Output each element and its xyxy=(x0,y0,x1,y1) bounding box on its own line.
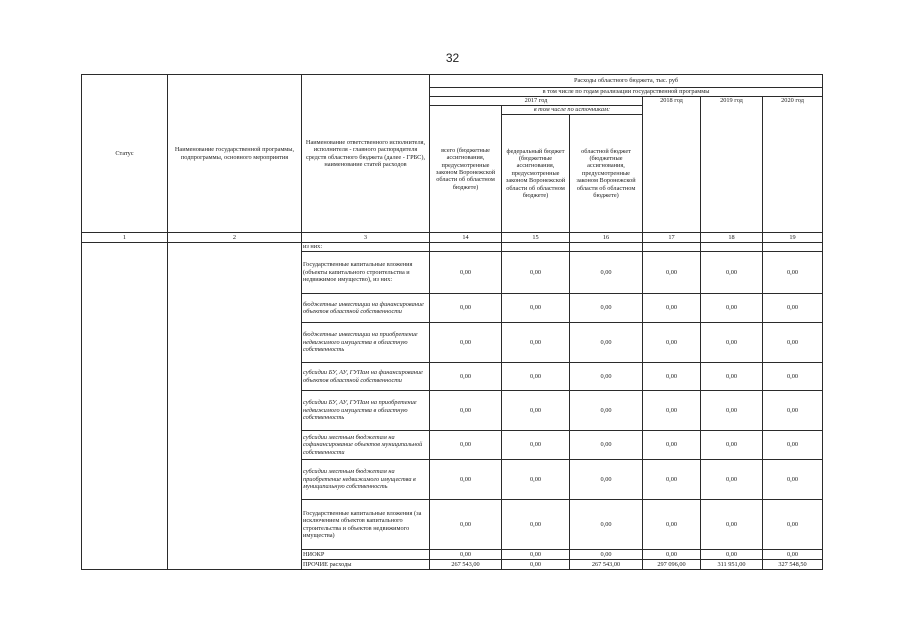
value-cell: 0,00 xyxy=(502,323,570,363)
value-cell: 0,00 xyxy=(701,500,763,550)
header-regional: областной бюджет (бюджетные ассигнования, предусмотренные законом Воронежской области об областном бюджете) xyxy=(570,115,643,233)
value-cell: 0,00 xyxy=(502,252,570,294)
value-cell: 0,00 xyxy=(570,431,643,460)
value-cell: 0,00 xyxy=(701,460,763,500)
value-cell: 0,00 xyxy=(701,550,763,560)
value-cell: 0,00 xyxy=(570,391,643,431)
value-cell: 0,00 xyxy=(763,500,823,550)
value-cell: 297 096,00 xyxy=(643,560,701,570)
value-cell: 0,00 xyxy=(763,550,823,560)
row-label: ПРОЧИЕ расходы xyxy=(302,560,430,570)
value-cell: 0,00 xyxy=(430,550,502,560)
col-number: 16 xyxy=(570,233,643,243)
value-cell: 311 951,00 xyxy=(701,560,763,570)
value-cell: 0,00 xyxy=(430,323,502,363)
col-number: 2 xyxy=(168,233,302,243)
value-cell: 0,00 xyxy=(430,500,502,550)
header-status: Статус xyxy=(82,75,168,233)
value-cell: 0,00 xyxy=(430,294,502,323)
row-label: НИОКР xyxy=(302,550,430,560)
value-cell: 0,00 xyxy=(430,391,502,431)
value-cell: 267 543,00 xyxy=(430,560,502,570)
of-which-label: из них: xyxy=(302,243,430,252)
value-cell: 0,00 xyxy=(643,294,701,323)
col-number: 14 xyxy=(430,233,502,243)
value-cell: 0,00 xyxy=(763,294,823,323)
program-cell-empty xyxy=(168,243,302,570)
value-cell: 0,00 xyxy=(570,460,643,500)
value-cell: 0,00 xyxy=(430,252,502,294)
value-cell: 0,00 xyxy=(502,391,570,431)
header-year-2019: 2019 год xyxy=(701,97,763,233)
value-cell: 0,00 xyxy=(701,323,763,363)
value-cell: 0,00 xyxy=(763,363,823,391)
value-cell: 0,00 xyxy=(430,460,502,500)
header-total: всего (бюджетные ассигнования, предусмотренные законом Воронежской области об областном бюджете) xyxy=(430,106,502,233)
value-cell: 0,00 xyxy=(502,500,570,550)
header-program-name: Наименование государственной программы, подпрограммы, основного мероприятия xyxy=(168,75,302,233)
value-cell: 0,00 xyxy=(701,252,763,294)
row-label: субсидии местным бюджетам на приобретение недвижимого имущества в муниципальную собственность xyxy=(302,460,430,500)
value-cell: 0,00 xyxy=(643,431,701,460)
value-cell: 327 548,50 xyxy=(763,560,823,570)
header-year-2017: 2017 год xyxy=(430,97,643,106)
value-cell: 0,00 xyxy=(570,294,643,323)
col-number: 17 xyxy=(643,233,701,243)
value-cell: 0,00 xyxy=(502,431,570,460)
row-label: субсидии БУ, АУ, ГУПам на приобретение недвижимого имущества в областную собственность xyxy=(302,391,430,431)
value-cell: 0,00 xyxy=(502,550,570,560)
value-cell: 0,00 xyxy=(643,391,701,431)
value-cell: 0,00 xyxy=(763,252,823,294)
value-cell: 0,00 xyxy=(570,363,643,391)
header-year-2018: 2018 год xyxy=(643,97,701,233)
header-year-2020: 2020 год xyxy=(763,97,823,233)
budget-table xyxy=(81,74,823,570)
col-number: 15 xyxy=(502,233,570,243)
row-label: субсидии местным бюджетам на софинансирование объектов муниципальной собственности xyxy=(302,431,430,460)
header-executor: Наименование ответственного исполнителя, исполнителя - главного распорядителя средств областного бюджета (далее - ГРБС), наименование статей расходов xyxy=(302,75,430,233)
row-label: бюджетные инвестиции на приобретение недвижимого имущества в областную собственность xyxy=(302,323,430,363)
col-number: 18 xyxy=(701,233,763,243)
row-label: бюджетные инвестиции на финансирование объектов областной собственности xyxy=(302,294,430,323)
value-cell: 0,00 xyxy=(643,460,701,500)
value-cell: 0,00 xyxy=(763,391,823,431)
col-number: 3 xyxy=(302,233,430,243)
status-cell-empty xyxy=(82,243,168,570)
value-cell: 0,00 xyxy=(570,252,643,294)
col-number: 1 xyxy=(82,233,168,243)
row-label: субсидии БУ, АУ, ГУПам на финансирование объектов областной собственности xyxy=(302,363,430,391)
value-cell: 0,00 xyxy=(502,460,570,500)
value-cell: 0,00 xyxy=(763,323,823,363)
header-by-sources: в том числе по источникам: xyxy=(502,106,643,115)
header-expenses: Расходы областного бюджета, тыс. руб xyxy=(430,75,823,88)
value-cell: 267 543,00 xyxy=(570,560,643,570)
value-cell: 0,00 xyxy=(701,363,763,391)
value-cell: 0,00 xyxy=(430,363,502,391)
row-label: Государственные капитальные вложения (объекты капитального строительства и недвижимое имущество), из них: xyxy=(302,252,430,294)
value-cell: 0,00 xyxy=(570,500,643,550)
value-cell: 0,00 xyxy=(570,323,643,363)
value-cell: 0,00 xyxy=(502,294,570,323)
page-number: 32 xyxy=(445,51,460,65)
row-label: Государственные капитальные вложения (за исключением объектов капитального строительства и объектов недвижимого имущества) xyxy=(302,500,430,550)
value-cell: 0,00 xyxy=(763,460,823,500)
value-cell: 0,00 xyxy=(502,560,570,570)
header-federal: федеральный бюджет (бюджетные ассигнования, предусмотренные законом Воронежской области об областном бюджете) xyxy=(502,115,570,233)
value-cell: 0,00 xyxy=(430,431,502,460)
value-cell: 0,00 xyxy=(643,323,701,363)
header-by-years: в том числе по годам реализации государственной программы xyxy=(430,88,823,97)
col-number: 19 xyxy=(763,233,823,243)
value-cell: 0,00 xyxy=(643,500,701,550)
value-cell: 0,00 xyxy=(643,363,701,391)
value-cell: 0,00 xyxy=(701,391,763,431)
value-cell: 0,00 xyxy=(643,252,701,294)
value-cell: 0,00 xyxy=(701,294,763,323)
value-cell: 0,00 xyxy=(570,550,643,560)
value-cell: 0,00 xyxy=(643,550,701,560)
value-cell: 0,00 xyxy=(763,431,823,460)
value-cell: 0,00 xyxy=(502,363,570,391)
value-cell: 0,00 xyxy=(701,431,763,460)
